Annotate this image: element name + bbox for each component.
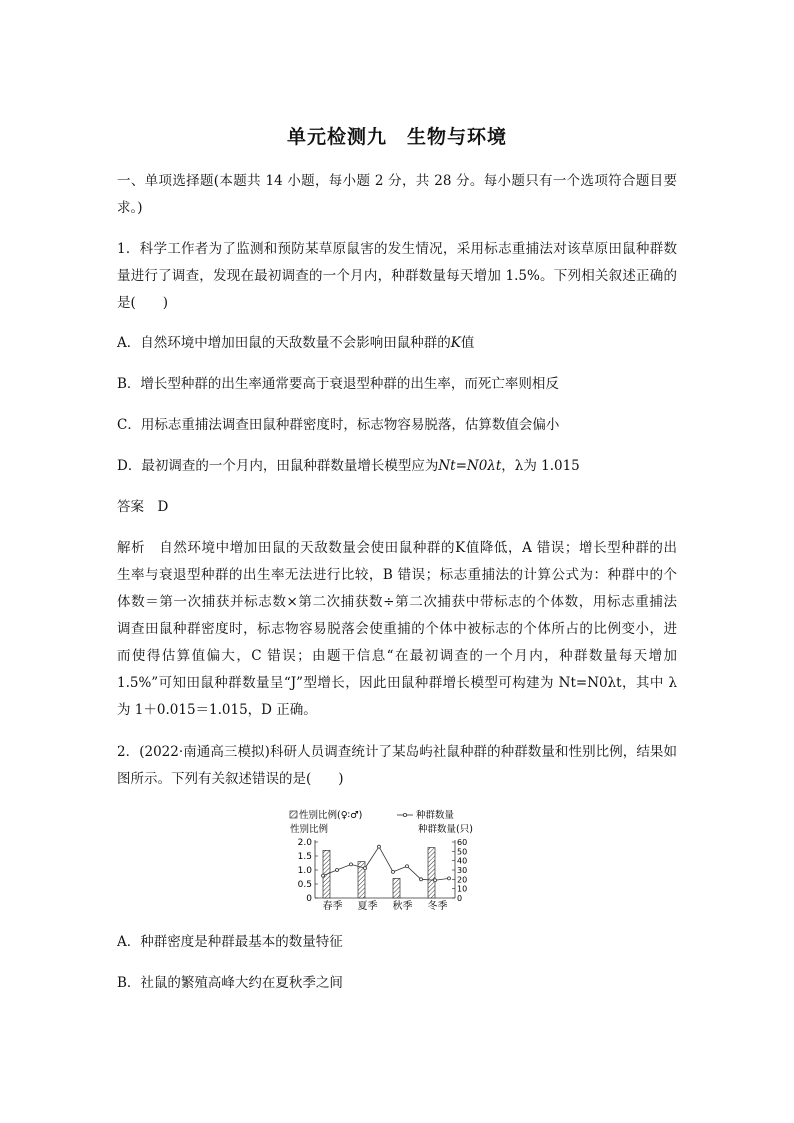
- q1-option-c-text: C．用标志重捕法调查田鼠种群密度时，标志物容易脱落，估算数值会偏小: [117, 417, 560, 433]
- sex-ratio-bar: [393, 878, 400, 898]
- population-point: [378, 845, 381, 848]
- legend-line-marker: [403, 813, 406, 816]
- q2-line-2: 图所示。下列有关叙述错误的是( ): [117, 771, 344, 787]
- question-2: [117, 739, 677, 793]
- q1-line-1: 1．科学工作者为了监测和预防某草原鼠害的发生情况，采用标志重捕法对该草原田鼠种群数: [117, 241, 677, 257]
- right-tick-label: 50: [457, 847, 468, 857]
- section-heading-line-2: 求。): [117, 200, 143, 216]
- season-label: 秋季: [392, 901, 413, 912]
- q1-line-3: 是( ): [117, 295, 169, 311]
- section-heading-line-1: 一、单项选择题(本题共 14 小题，每小题 2 分，共 28 分。每小题只有一个选项符合题目要: [117, 173, 677, 189]
- population-point: [336, 869, 339, 872]
- q1-answer-text: 答案 D: [117, 499, 169, 515]
- analysis-line-3: 体数＝第一次捕获并标志数×第二次捕获数÷第二次捕获中带标志的个体数，用标志重捕法: [117, 594, 677, 610]
- legend-bar-label: 性别比例(♀∶♂): [299, 810, 363, 821]
- right-tick-label: 60: [457, 838, 468, 847]
- q1-option-d-formula: Nt=N0λt: [438, 458, 502, 474]
- sex-ratio-bar: [428, 848, 435, 898]
- population-point: [322, 874, 325, 877]
- q1-option-d: [117, 453, 677, 480]
- q1-option-b-text: B．增长型种群的出生率通常要高于衰退型种群的出生率，而死亡率则相反: [117, 376, 559, 392]
- q1-option-a-k: K: [450, 335, 461, 351]
- left-tick-label: 2.0: [297, 838, 312, 848]
- q2-line-1: 2．(2022·南通高三模拟)科研人员调查统计了某岛屿社鼠种群的种群数量和性别比例，结果如: [117, 744, 677, 760]
- population-chart: [285, 806, 485, 918]
- q1-option-b: [117, 371, 677, 398]
- right-tick-label: 20: [457, 875, 468, 885]
- right-axis-label: 种群数量(只): [418, 824, 473, 835]
- analysis-line-6: 1.5%”可知田鼠种群数量呈“J”型增长，因此田鼠种群增长模型可构建为 Nt=N0λt，其中 λ: [117, 675, 677, 691]
- q1-option-c: [117, 412, 677, 439]
- page-title: 单元检测九 生物与环境: [286, 126, 507, 148]
- left-tick-label: 0.5: [297, 880, 312, 890]
- right-tick-label: 40: [457, 856, 468, 866]
- legend-bar-swatch: [290, 811, 297, 818]
- analysis-line-2: 生率与衰退型种群的出生率无法进行比较，B 错误；标志重捕法的计算公式为：种群中的个: [117, 567, 677, 583]
- population-point: [350, 863, 353, 866]
- question-1: [117, 236, 677, 317]
- q1-analysis: [117, 535, 677, 724]
- population-point: [434, 879, 437, 882]
- q1-option-d-end: ，λ为 1.015: [501, 458, 580, 474]
- q2-option-b-text: B．社鼠的繁殖高峰大约在夏秋季之间: [117, 975, 343, 991]
- legend-line-label: 种群数量: [416, 810, 455, 821]
- analysis-line-7: 为 1＋0.015＝1.015，D 正确。: [117, 702, 317, 718]
- q1-option-d-text: D．最初调查的一个月内，田鼠种群数量增长模型应为: [117, 458, 439, 474]
- q1-answer: [117, 494, 677, 521]
- analysis-line-5: 而使得估算值偏大，C 错误；由题干信息“在最初调查的一个月内，种群数量每天增加: [117, 648, 677, 664]
- q1-line-2: 量进行了调查，发现在最初调查的一个月内，种群数量每天增加 1.5%。下列相关叙述正确的: [117, 268, 677, 284]
- population-point: [392, 870, 395, 873]
- left-tick-label: 0: [306, 894, 312, 904]
- population-point: [420, 878, 423, 881]
- analysis-line-1: 解析 自然环境中增加田鼠的天敌数量会使田鼠种群的K值降低，A 错误；增长型种群的出: [117, 540, 677, 556]
- population-point: [406, 865, 409, 868]
- q1-option-a-text: A．自然环境中增加田鼠的天敌数量不会影响田鼠种群的: [117, 335, 451, 351]
- section-heading: [117, 168, 677, 222]
- season-label: 夏季: [357, 901, 378, 912]
- analysis-line-4: 调查田鼠种群密度时，标志物容易脱落会使重捕的个体中被标志的个体所占的比例变小，进: [117, 621, 677, 637]
- population-point: [364, 867, 367, 870]
- q1-option-a: [117, 330, 677, 357]
- season-label: 春季: [322, 901, 343, 912]
- population-point: [448, 877, 451, 880]
- q1-option-a-end: 值: [460, 335, 475, 351]
- q2-option-a: [117, 929, 677, 956]
- left-tick-label: 1.0: [297, 866, 312, 876]
- left-axis-label: 性别比例: [290, 824, 329, 835]
- right-tick-label: 30: [457, 866, 468, 875]
- q2-option-a-text: A．种群密度是种群最基本的数量特征: [117, 934, 343, 950]
- right-tick-label: 10: [457, 884, 468, 894]
- right-tick-label: 0: [457, 894, 463, 903]
- left-tick-label: 1.5: [297, 852, 312, 862]
- q2-option-b: [117, 970, 677, 997]
- season-label: 冬季: [427, 901, 448, 912]
